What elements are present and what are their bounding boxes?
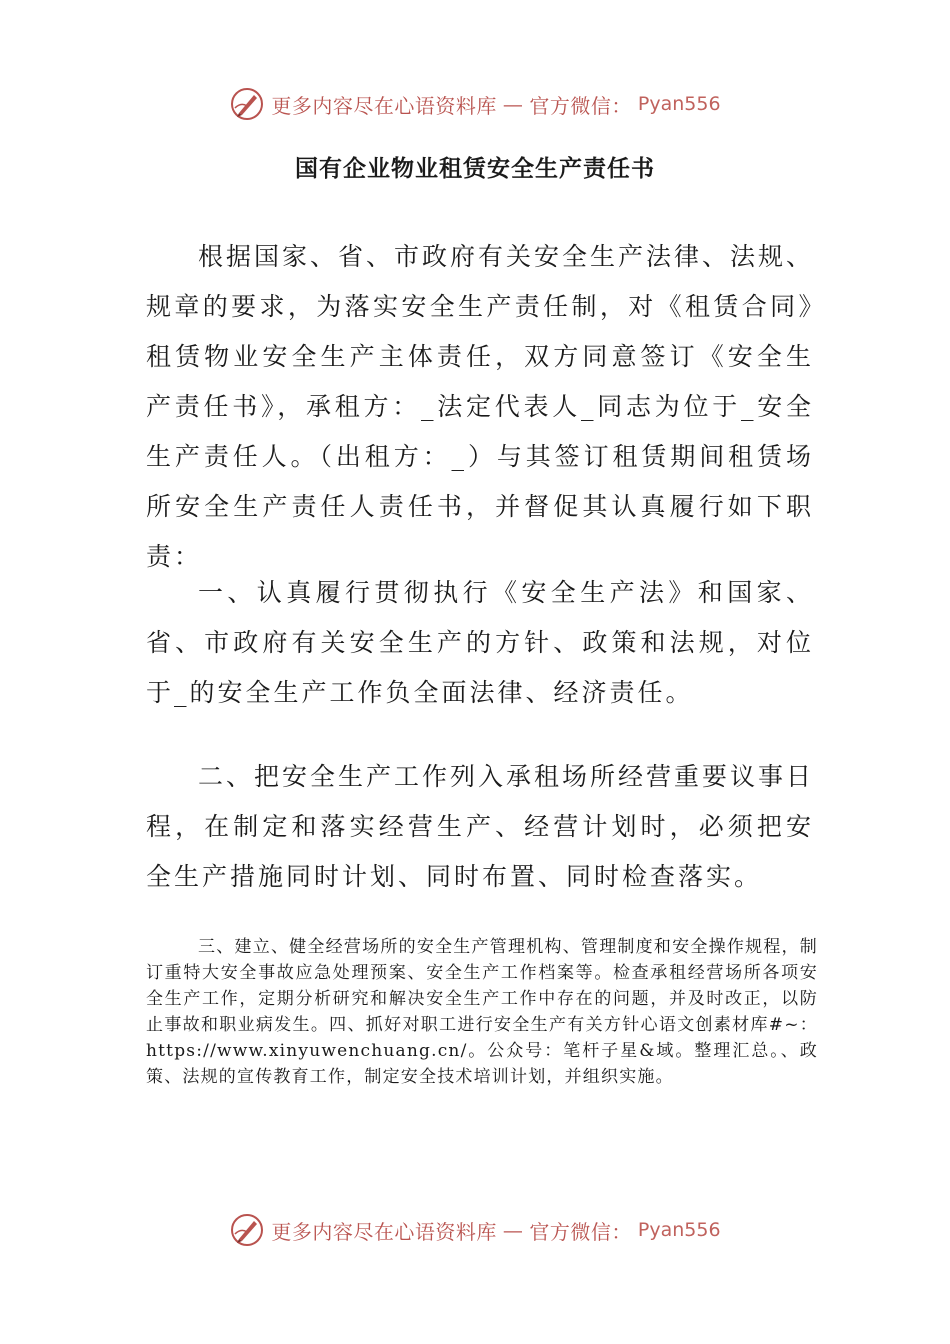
watermark-text: 更多内容尽在心语资料库	[271, 93, 497, 118]
watermark-wechat-id: Pyan556	[637, 1219, 721, 1241]
quill-pen-logo-icon	[229, 86, 265, 122]
paragraph-item-2: 二、把安全生产工作列入承租场所经营重要议事日程，在制定和落实经营生产、经营计划时，必须把安全生产措施同时计划、同时布置、同时检查落实。	[146, 762, 815, 891]
quill-pen-logo-icon	[229, 1212, 265, 1248]
paragraph-item-3-4: 三、建立、健全经营场所的安全生产管理机构、管理制度和安全操作规程，制订重特大安全事故应急处理预案、安全生产工作档案等。检查承租经营场所各项安全生产工作，定期分析研究和解决安全生产工作中存在的问题，并及时改正，以防止事故和职业病发生。四、抓好对职工进行安全生产有关方针心语文创素材库#~：https://www.xinyuwenchuang.cn/。公众号：笔杆子星&域。整理汇总。、政策、法规的宣传教育工作，制定安全技术培训计划，并组织实施。	[146, 937, 818, 1087]
watermark-footer	[0, 1208, 950, 1252]
watermark-official-label: 官方微信：	[529, 93, 632, 118]
paragraph-intro: 根据国家、省、市政府有关安全生产法律、法规、规章的要求，为落实安全生产责任制，对《租赁合同》租赁物业安全生产主体责任，双方同意签订《安全生产责任书》，承租方：_法定代表人_同志为位于_安全生产责任人。（出租方：_）与其签订租赁期间租赁场所安全生产责任人责任书，并督促其认真履行如下职责：	[146, 242, 815, 571]
watermark-wechat-id: Pyan556	[637, 93, 721, 115]
watermark-separator: —	[502, 92, 524, 116]
paragraph-item-1: 一、认真履行贯彻执行《安全生产法》和国家、省、市政府有关安全生产的方针、政策和法规，对位于_的安全生产工作负全面法律、经济责任。	[146, 578, 814, 707]
watermark-separator: —	[502, 1218, 524, 1242]
watermark-text: 更多内容尽在心语资料库	[271, 1219, 497, 1244]
watermark-header	[0, 82, 950, 126]
document-title: 国有企业物业租赁安全生产责任书	[295, 156, 655, 182]
watermark-official-label: 官方微信：	[529, 1219, 632, 1244]
